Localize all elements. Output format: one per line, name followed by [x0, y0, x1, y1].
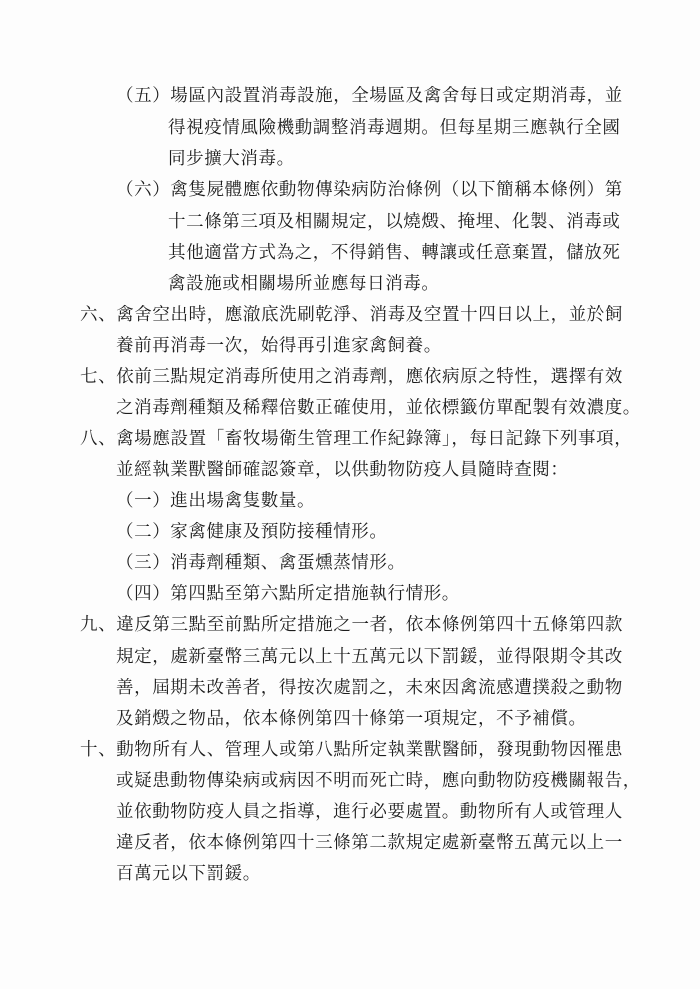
- text-line: 並經執業獸醫師確認簽章，以供動物防疫人員隨時查閱：: [116, 460, 569, 480]
- text-line: 十、動物所有人、管理人或第八點所定執業獸醫師，發現動物因罹患: [80, 740, 623, 760]
- text-line: （二）家禽健康及預防接種情形。: [116, 522, 388, 542]
- text-line: 違反者，依本條例第四十三條第二款規定處新臺幣五萬元以上一: [116, 833, 623, 853]
- text-line: （四）第四點至第六點所定措施執行情形。: [116, 584, 460, 604]
- text-line: 六、禽舍空出時，應澈底洗刷乾淨、消毒及空置十四日以上，並於飼: [80, 305, 623, 325]
- text-line: 其他適當方式為之，不得銷售、轉讓或任意棄置，儲放死: [168, 243, 621, 263]
- text-line: 養前再消毒一次，始得再引進家禽飼養。: [116, 336, 442, 356]
- text-line: 或疑患動物傳染病或病因不明而死亡時，應向動物防疫機關報告，: [116, 771, 641, 791]
- text-line: 之消毒劑種類及稀釋倍數正確使用，並依標籤仿單配製有效濃度。: [116, 398, 641, 418]
- text-line: 十二條第三項及相關規定，以燒燬、掩埋、化製、消毒或: [168, 212, 621, 232]
- text-line: 禽設施或相關場所並應每日消毒。: [168, 274, 440, 294]
- text-line: 得視疫情風險機動調整消毒週期。但每星期三應執行全國: [168, 118, 621, 138]
- text-line: 並依動物防疫人員之指導，進行必要處置。動物所有人或管理人: [116, 802, 623, 822]
- text-line: 九、違反第三點至前點所定措施之一者，依本條例第四十五條第四款: [80, 615, 623, 635]
- text-line: （一）進出場禽隻數量。: [116, 491, 316, 511]
- text-line: 善，屆期未改善者，得按次處罰之，未來因禽流感遭撲殺之動物: [116, 678, 623, 698]
- text-line: （五）場區內設置消毒設施，全場區及禽舍每日或定期消毒，並: [116, 86, 623, 106]
- text-line: 八、禽場應設置「畜牧場衛生管理工作紀錄簿」，每日記錄下列事項，: [80, 429, 633, 449]
- text-line: 百萬元以下罰鍰。: [116, 864, 261, 884]
- text-line: 規定，處新臺幣三萬元以上十五萬元以下罰鍰，並得限期令其改: [116, 647, 623, 667]
- text-line: （六）禽隻屍體應依動物傳染病防治條例（以下簡稱本條例）第: [116, 180, 623, 200]
- text-line: 及銷燬之物品，依本條例第四十條第一項規定，不予補償。: [116, 709, 587, 729]
- text-line: 同步擴大消毒。: [168, 149, 295, 169]
- text-line: 七、依前三點規定消毒所使用之消毒劑，應依病原之特性，選擇有效: [80, 367, 623, 387]
- text-line: （三）消毒劑種類、禽蛋燻蒸情形。: [116, 553, 406, 573]
